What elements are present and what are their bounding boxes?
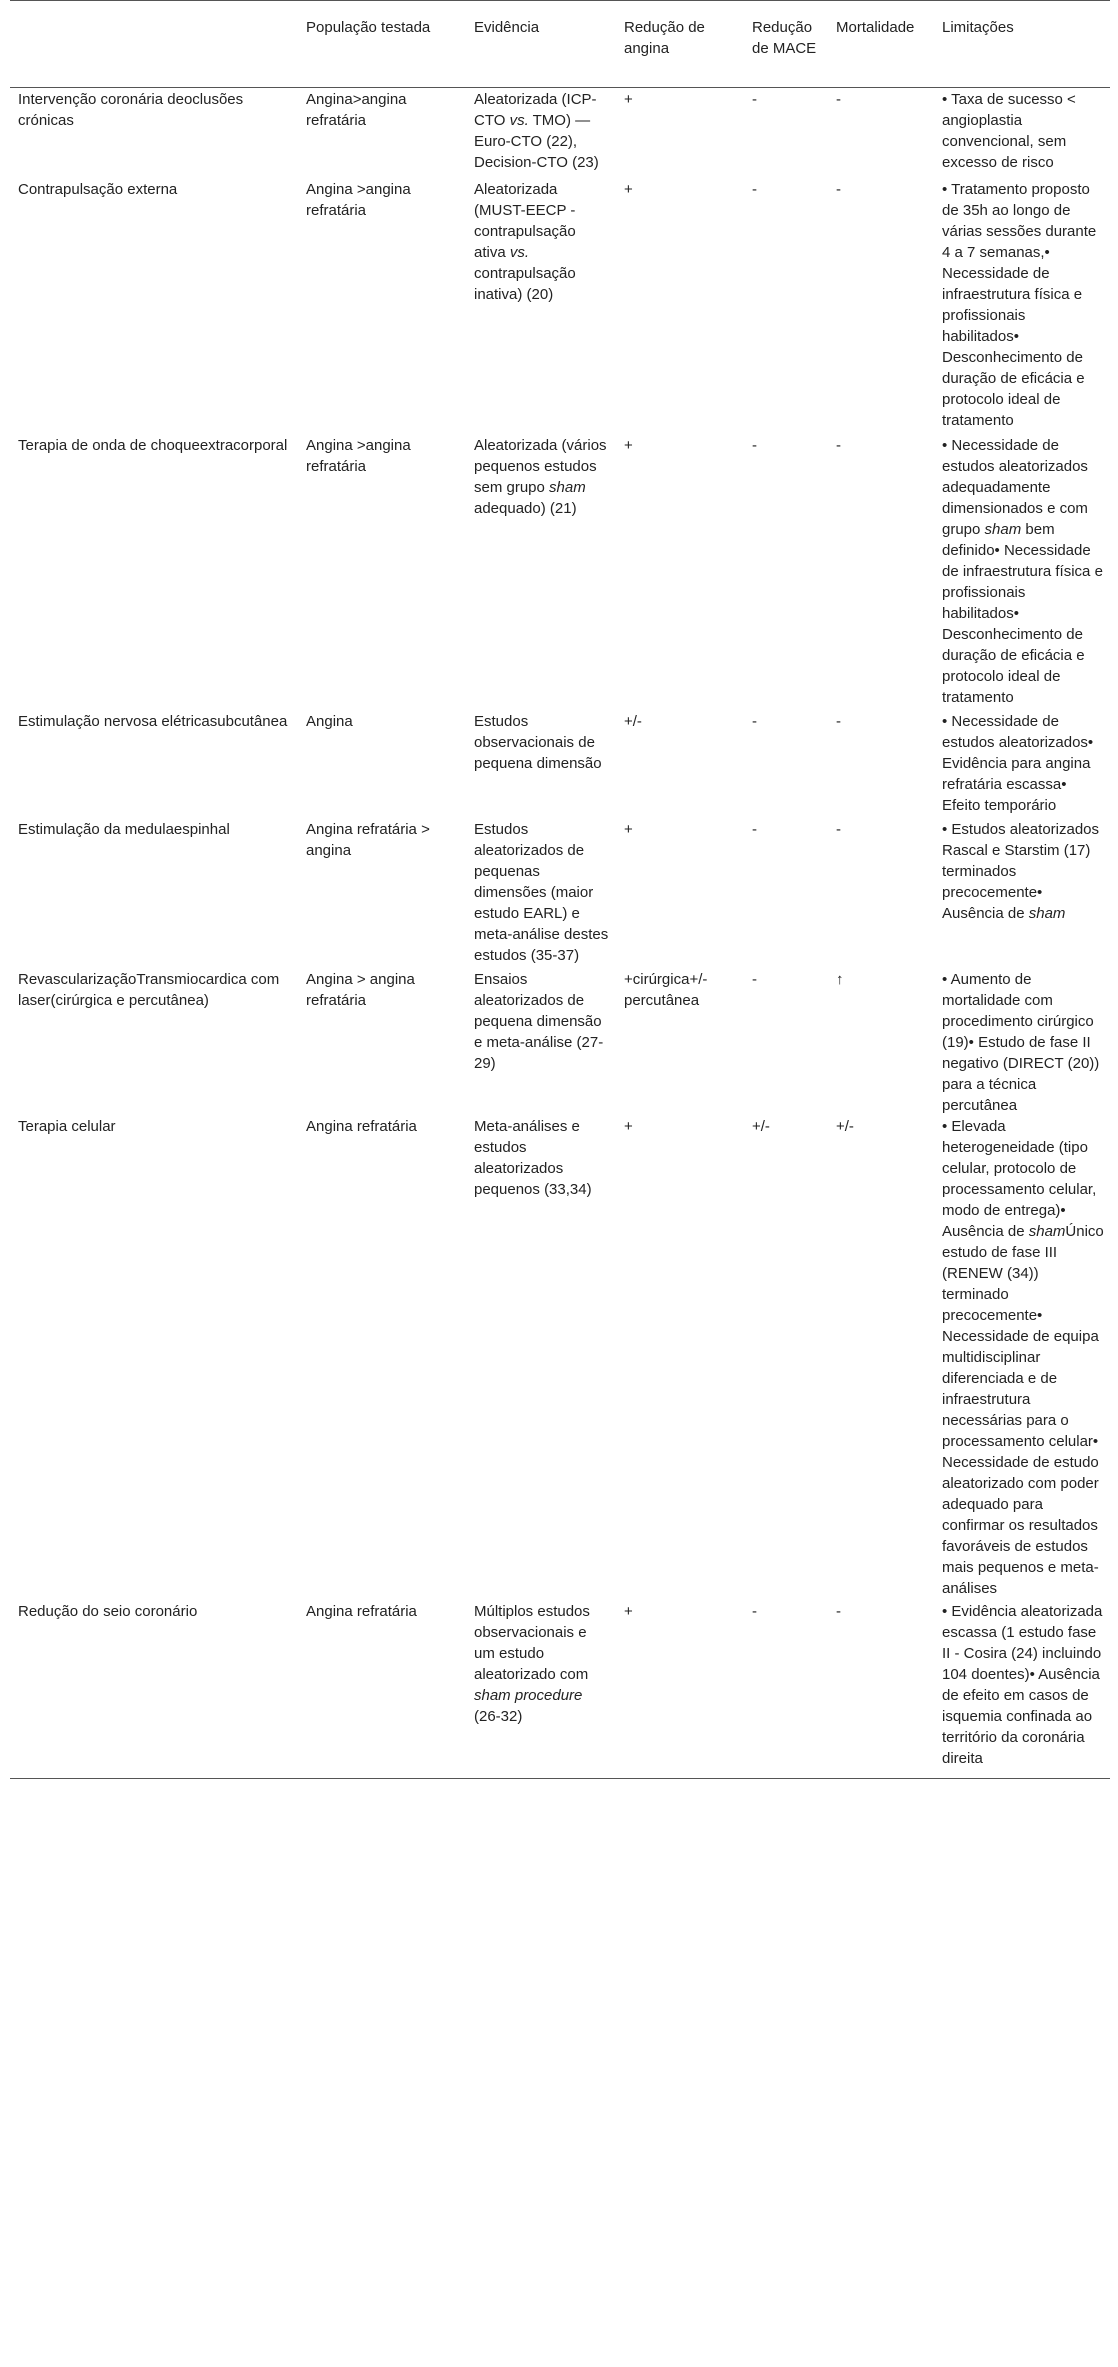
cell-text: • Evidência aleatorizada escassa (1 estudo fase II - Cosira (24) incluindo 104 doentes)• Ausência de efeito em casos de isquemia confinada ao território da coronária direita <box>942 1602 1103 1767</box>
cell-intervention: Terapia de onda de choqueextracorporal <box>18 436 288 454</box>
cell-population: Angina >angina refratária <box>306 180 411 219</box>
header-limitations: Limitações <box>934 1 1110 88</box>
cell-angina-reduction: +cirúrgica+/-percutânea <box>624 970 708 1009</box>
header-mace-reduction: Redução de MACE <box>744 1 828 88</box>
cell-limitations <box>934 88 1110 174</box>
therapies-table <box>10 0 1110 1779</box>
table-body <box>10 88 1110 1779</box>
cell-text: Estudos aleatorizados de pequenas dimensões (maior estudo EARL) e meta-análise destes estudos (35-37) <box>474 820 609 964</box>
cell-angina-reduction: + <box>616 1599 744 1779</box>
cell-limitations <box>934 966 1110 1116</box>
cell-text: Ensaios aleatorizados de pequena dimensão e meta-análise (27-29) <box>474 970 604 1072</box>
header-population: População testada <box>298 1 466 88</box>
cell-text: Único estudo de fase III (RENEW (34)) terminado precocemente• Necessidade de equipa multidisciplinar diferenciada e de infraestrutura necessárias para o processamento celular• Necessidade de estudo aleatorizado com poder adequado para confirmar os resultados favoráveis de estudos mais pequenos e meta-análises <box>942 1222 1104 1597</box>
cell-text: • Tratamento proposto de 35h ao longo de várias sessões durante 4 a 7 semanas,• Necessidade de infraestrutura física e profissionais habilitados• Desconhecimento de duração de eficácia e protocolo ideal de tratamento <box>942 180 1097 429</box>
cell-text: • Taxa de sucesso < angioplastia convencional, sem excesso de risco <box>942 91 1076 171</box>
cell-text: • Necessidade de estudos aleatorizados adequadamente dimensionados e com grupo <box>942 436 1088 538</box>
cell-text: bem definido• Necessidade de infraestrutura física e profissionais habilitados• Desconhecimento de duração de eficácia e protocolo ideal de tratamento <box>942 520 1103 706</box>
cell-emphasis: vs. <box>509 112 529 129</box>
table-row <box>10 966 1110 1116</box>
cell-mortality: - <box>836 820 841 838</box>
cell-mortality: - <box>836 91 841 108</box>
cell-angina-reduction: + <box>624 91 633 108</box>
cell-text: TMO) — Euro-CTO (22), Decision-CTO (23) <box>474 112 599 171</box>
cell-population: Angina refratária <box>306 1117 417 1135</box>
cell-intervention: Intervenção coronária deoclusões crónicas <box>18 91 244 129</box>
cell-mace-reduction: - <box>752 436 757 454</box>
cell-angina-reduction: + <box>624 436 633 454</box>
cell-mortality: - <box>836 436 841 454</box>
table-row <box>10 88 1110 174</box>
cell-population: Angina <box>306 712 353 730</box>
table-row <box>10 431 1110 708</box>
cell-limitations <box>934 174 1110 431</box>
cell-evidence <box>466 966 616 1116</box>
header-row <box>10 1 1110 88</box>
header-intervention <box>10 1 298 88</box>
cell-population: Angina refratária > angina <box>306 820 430 859</box>
cell-text: Aleatorizada (vários pequenos estudos sem grupo <box>474 436 607 496</box>
cell-evidence <box>466 1116 616 1599</box>
cell-limitations <box>934 1116 1110 1599</box>
cell-population: Angina >angina refratária <box>306 436 411 475</box>
table-row <box>10 1599 1110 1779</box>
cell-evidence <box>466 708 616 816</box>
cell-emphasis: sham <box>549 478 586 496</box>
header-evidence: Evidência <box>466 1 616 88</box>
cell-text: Meta-análises e estudos aleatorizados pequenos (33,34) <box>474 1117 592 1198</box>
cell-text: contrapulsação inativa) (20) <box>474 264 576 303</box>
cell-text: • Necessidade de estudos aleatorizados• Evidência para angina refratária escassa• Efeito temporário <box>942 712 1094 814</box>
cell-text: adequado) (21) <box>474 499 577 517</box>
cell-mace-reduction: - <box>752 91 757 108</box>
cell-intervention: Redução do seio coronário <box>10 1599 298 1779</box>
table-row <box>10 816 1110 966</box>
cell-text: Aleatorizada (MUST-EECP - contrapulsação ativa <box>474 180 576 261</box>
cell-text: • Estudos aleatorizados Rascal e Starstim (17) terminados precocemente• Ausência de <box>942 820 1100 922</box>
cell-population: Angina>angina refratária <box>306 91 407 129</box>
cell-intervention: RevascularizaçãoTransmiocardica com laser(cirúrgica e percutânea) <box>18 970 280 1009</box>
cell-angina-reduction: + <box>624 820 633 838</box>
cell-emphasis: sham <box>984 520 1022 538</box>
cell-angina-reduction: + <box>624 1117 633 1135</box>
cell-intervention: Estimulação nervosa elétricasubcutânea <box>18 712 288 730</box>
cell-text: • Elevada heterogeneidade (tipo celular, protocolo de processamento celular, modo de entrega)• Ausência de <box>942 1117 1097 1240</box>
cell-evidence <box>466 174 616 431</box>
cell-mortality: +/- <box>836 1117 854 1135</box>
cell-intervention: Terapia celular <box>18 1117 116 1135</box>
cell-mortality: - <box>836 180 841 198</box>
cell-text: Múltiplos estudos observacionais e um estudo aleatorizado com <box>474 1602 590 1683</box>
cell-evidence <box>466 1599 616 1779</box>
cell-text: • Aumento de mortalidade com procedimento cirúrgico (19)• Estudo de fase II negativo (DIRECT (20)) para a técnica percutânea <box>942 970 1100 1114</box>
cell-mortality: - <box>828 1599 934 1779</box>
cell-angina-reduction: + <box>624 180 633 198</box>
cell-text: (26-32) <box>474 1707 523 1725</box>
cell-emphasis: vs. <box>509 243 530 261</box>
cell-mace-reduction: - <box>752 820 757 838</box>
cell-mace-reduction: - <box>752 712 757 730</box>
cell-limitations <box>934 816 1110 966</box>
cell-intervention: Estimulação da medulaespinhal <box>18 820 230 838</box>
header-mortality: Mortalidade <box>828 1 934 88</box>
cell-emphasis: sham <box>1028 904 1066 922</box>
cell-emphasis: sham procedure <box>474 1686 583 1704</box>
table-row <box>10 708 1110 816</box>
cell-emphasis: sham <box>1028 1222 1066 1240</box>
cell-mortality: ↑ <box>836 970 844 988</box>
cell-limitations <box>934 708 1110 816</box>
header-angina-reduction: Redução de angina <box>616 1 744 88</box>
table-row <box>10 174 1110 431</box>
cell-text: Aleatorizada (ICP-CTO <box>474 91 597 129</box>
cell-angina-reduction: +/- <box>624 712 642 730</box>
cell-limitations <box>934 1599 1110 1779</box>
cell-population: Angina refratária <box>298 1599 466 1779</box>
cell-evidence <box>466 431 616 708</box>
table-row <box>10 1116 1110 1599</box>
cell-population: Angina > angina refratária <box>306 970 415 1009</box>
cell-evidence <box>466 816 616 966</box>
cell-limitations <box>934 431 1110 708</box>
cell-mace-reduction: - <box>744 1599 828 1779</box>
cell-mace-reduction: - <box>752 180 757 198</box>
cell-evidence <box>466 88 616 174</box>
cell-mace-reduction: +/- <box>752 1117 770 1135</box>
cell-text: Estudos observacionais de pequena dimensão <box>474 712 602 772</box>
cell-intervention: Contrapulsação externa <box>18 180 178 198</box>
cell-mortality: - <box>836 712 841 730</box>
cell-mace-reduction: - <box>752 970 757 988</box>
